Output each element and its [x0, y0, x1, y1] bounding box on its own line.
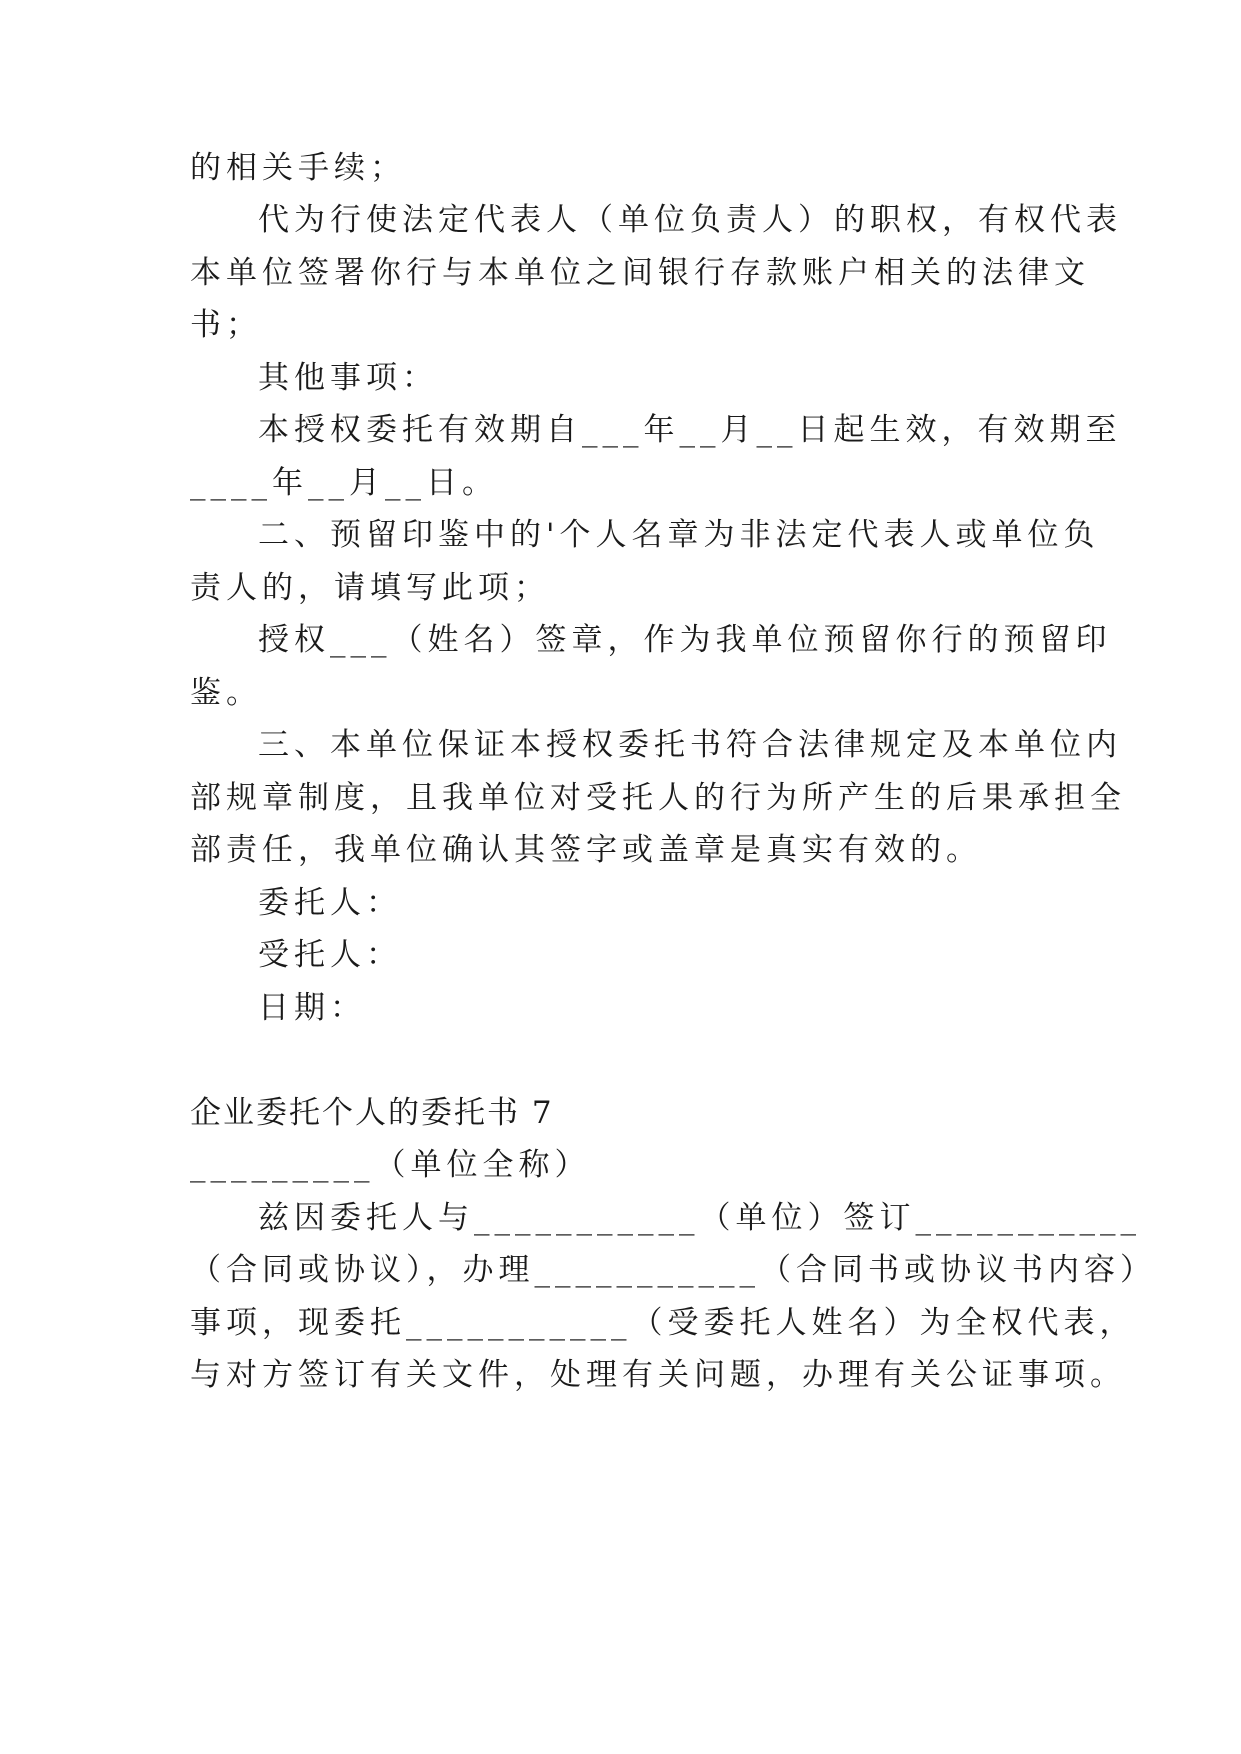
text-line: 的相关手续；	[190, 150, 406, 186]
text-line: 其他事项：	[258, 360, 438, 396]
text-line: 鉴。	[190, 675, 262, 711]
text-line: _________（单位全称）	[190, 1147, 591, 1183]
text-line: 二、预留印鉴中的'个人名章为非法定代表人或单位负	[258, 517, 1100, 553]
signature-line-agent: 受托人：	[258, 937, 402, 973]
text-line: 部规章制度，且我单位对受托人的行为所产生的后果承担全	[190, 780, 1126, 816]
text-line: 与对方签订有关文件，处理有关问题，办理有关公证事项。	[190, 1357, 1126, 1393]
text-line: 事项，现委托___________（受委托人姓名）为全权代表，	[190, 1305, 1136, 1341]
text-line: 本单位签署你行与本单位之间银行存款账户相关的法律文	[190, 255, 1090, 291]
text-line: ____年__月__日。	[190, 465, 498, 501]
text-line: 兹因委托人与___________（单位）签订___________	[258, 1200, 1141, 1236]
text-line: （合同或协议），办理___________（合同书或协议书内容）	[190, 1252, 1156, 1288]
text-line: 代为行使法定代表人（单位负责人）的职权，有权代表	[258, 202, 1122, 238]
text-line: 三、本单位保证本授权委托书符合法律规定及本单位内	[258, 727, 1122, 763]
signature-line-date: 日期：	[258, 990, 366, 1026]
text-line: 部责任，我单位确认其签字或盖章是真实有效的。	[190, 832, 982, 868]
text-line: 责人的，请填写此项；	[190, 570, 550, 606]
signature-line-principal: 委托人：	[258, 885, 402, 921]
section-heading: 企业委托个人的委托书 7	[190, 1095, 554, 1131]
text-line: 书；	[190, 307, 262, 343]
text-line: 本授权委托有效期自___年__月__日起生效，有效期至	[258, 412, 1122, 448]
text-line: 授权___（姓名）签章，作为我单位预留你行的预留印	[258, 622, 1112, 658]
